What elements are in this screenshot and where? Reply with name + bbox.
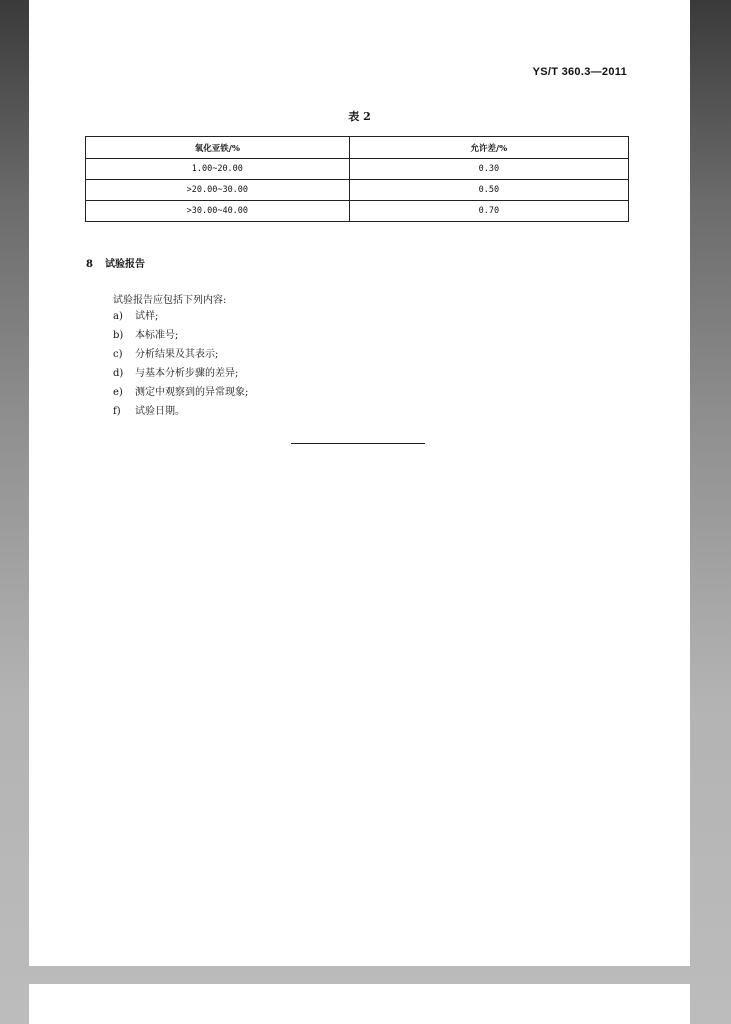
section-intro: 试验报告应包括下列内容: [113, 295, 227, 306]
list-item-text: 试验日期。 [135, 406, 185, 417]
table-row [86, 180, 629, 201]
list-item-label: d) [113, 368, 124, 379]
table-cell-range: 1.00~20.00 [86, 159, 350, 180]
section-heading [86, 255, 145, 270]
list-item [113, 405, 248, 424]
document-page [29, 0, 690, 966]
list-item-label: e) [113, 387, 123, 398]
list-item [113, 310, 248, 329]
table-row [86, 159, 629, 180]
table-cell-tolerance: 0.50 [349, 180, 628, 201]
end-of-document-rule [291, 443, 425, 444]
table-caption: 表 2 [348, 110, 371, 123]
report-items-list [113, 310, 248, 424]
list-item-text: 试样; [135, 311, 159, 322]
list-item [113, 386, 248, 405]
table-cell-range: >20.00~30.00 [86, 180, 350, 201]
list-item-label: c) [113, 349, 123, 360]
section-number: 8 [86, 259, 93, 270]
table-header-row [86, 137, 629, 159]
table-cell-range: >30.00~40.00 [86, 201, 350, 222]
table-cell-tolerance: 0.70 [349, 201, 628, 222]
next-page [29, 984, 690, 1024]
list-item-label: a) [113, 311, 123, 322]
tolerance-table [85, 136, 629, 222]
section-title: 试验报告 [105, 259, 145, 270]
list-item [113, 329, 248, 348]
list-item-text: 本标准号; [135, 330, 179, 341]
table-cell-tolerance: 0.30 [349, 159, 628, 180]
list-item [113, 348, 248, 367]
column-header-tolerance: 允许差/% [349, 137, 628, 159]
table-row [86, 201, 629, 222]
list-item-label: b) [113, 330, 124, 341]
list-item-text: 与基本分析步骤的差异; [135, 368, 239, 379]
list-item-text: 测定中观察到的异常现象; [135, 387, 249, 398]
column-header-ferrous-oxide: 氧化亚铁/% [86, 137, 350, 159]
standard-code: YS/T 360.3—2011 [532, 66, 627, 78]
list-item [113, 367, 248, 386]
list-item-text: 分析结果及其表示; [135, 349, 219, 360]
list-item-label: f) [113, 406, 121, 417]
